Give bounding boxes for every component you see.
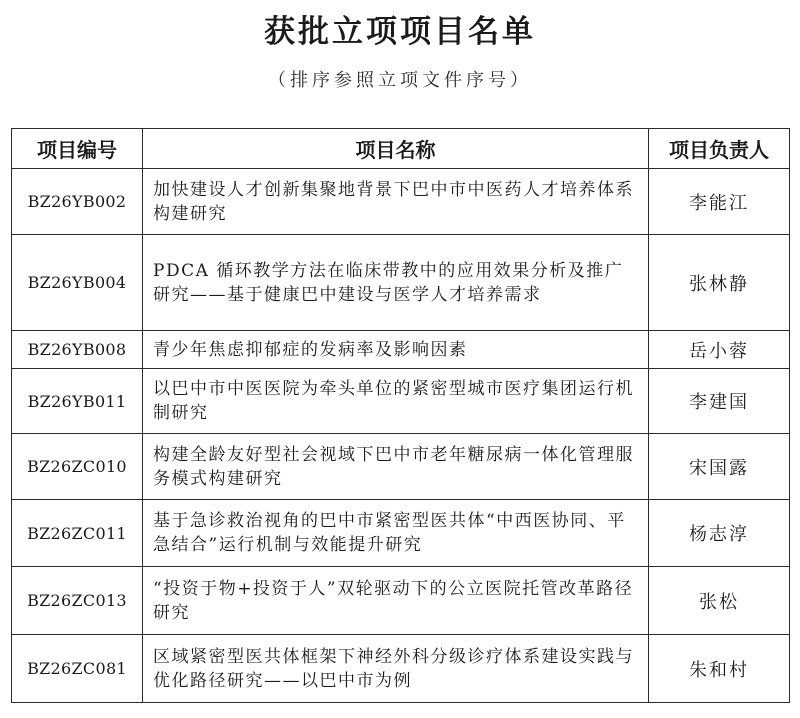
project-code: BZ26ZC013: [12, 567, 143, 635]
project-code: BZ26ZC010: [12, 434, 143, 500]
project-code: BZ26ZC081: [12, 635, 143, 703]
header-project-code: 项目编号: [12, 129, 143, 169]
project-name: 青少年焦虑抑郁症的发病率及影响因素: [143, 331, 649, 369]
project-code: BZ26YB008: [12, 331, 143, 369]
project-owner: 宋国露: [649, 434, 790, 500]
table-row: [12, 369, 790, 434]
page-title: 获批立项项目名单: [264, 14, 536, 50]
project-name: 构建全龄友好型社会视域下巴中市老年糖尿病一体化管理服务模式构建研究: [143, 434, 649, 500]
project-code: BZ26YB004: [12, 235, 143, 331]
table-row: [12, 331, 790, 369]
project-owner: 李建国: [649, 369, 790, 434]
project-table: [11, 128, 790, 703]
table-row: [12, 235, 790, 331]
project-name: PDCA 循环教学方法在临床带教中的应用效果分析及推广研究——基于健康巴中建设与医学人才培养需求: [143, 235, 649, 331]
project-name: 以巴中市中医医院为牵头单位的紧密型城市医疗集团运行机制研究: [143, 369, 649, 434]
header-project-owner: 项目负责人: [649, 129, 790, 169]
project-owner: 李能江: [649, 169, 790, 235]
project-owner: 岳小蓉: [649, 331, 790, 369]
project-owner: 杨志淳: [649, 500, 790, 567]
project-owner: 张松: [649, 567, 790, 635]
project-name: 加快建设人才创新集聚地背景下巴中市中医药人才培养体系构建研究: [143, 169, 649, 235]
project-code: BZ26YB002: [12, 169, 143, 235]
project-owner: 张林静: [649, 235, 790, 331]
project-owner: 朱和村: [649, 635, 790, 703]
project-name: “投资于物+投资于人”双轮驱动下的公立医院托管改革路径研究: [143, 567, 649, 635]
table-header-row: [12, 129, 790, 169]
header-project-name: 项目名称: [143, 129, 649, 169]
project-name: 基于急诊救治视角的巴中市紧密型医共体“中西医协同、平急结合”运行机制与效能提升研究: [143, 500, 649, 567]
table-row: [12, 434, 790, 500]
table-row: [12, 500, 790, 567]
table-row: [12, 169, 790, 235]
project-name: 区域紧密型医共体框架下神经外科分级诊疗体系建设实践与优化路径研究——以巴中市为例: [143, 635, 649, 703]
project-code: BZ26YB011: [12, 369, 143, 434]
page-subtitle: （排序参照立项文件序号）: [268, 70, 532, 91]
project-code: BZ26ZC011: [12, 500, 143, 567]
table-row: [12, 567, 790, 635]
table-row: [12, 635, 790, 703]
